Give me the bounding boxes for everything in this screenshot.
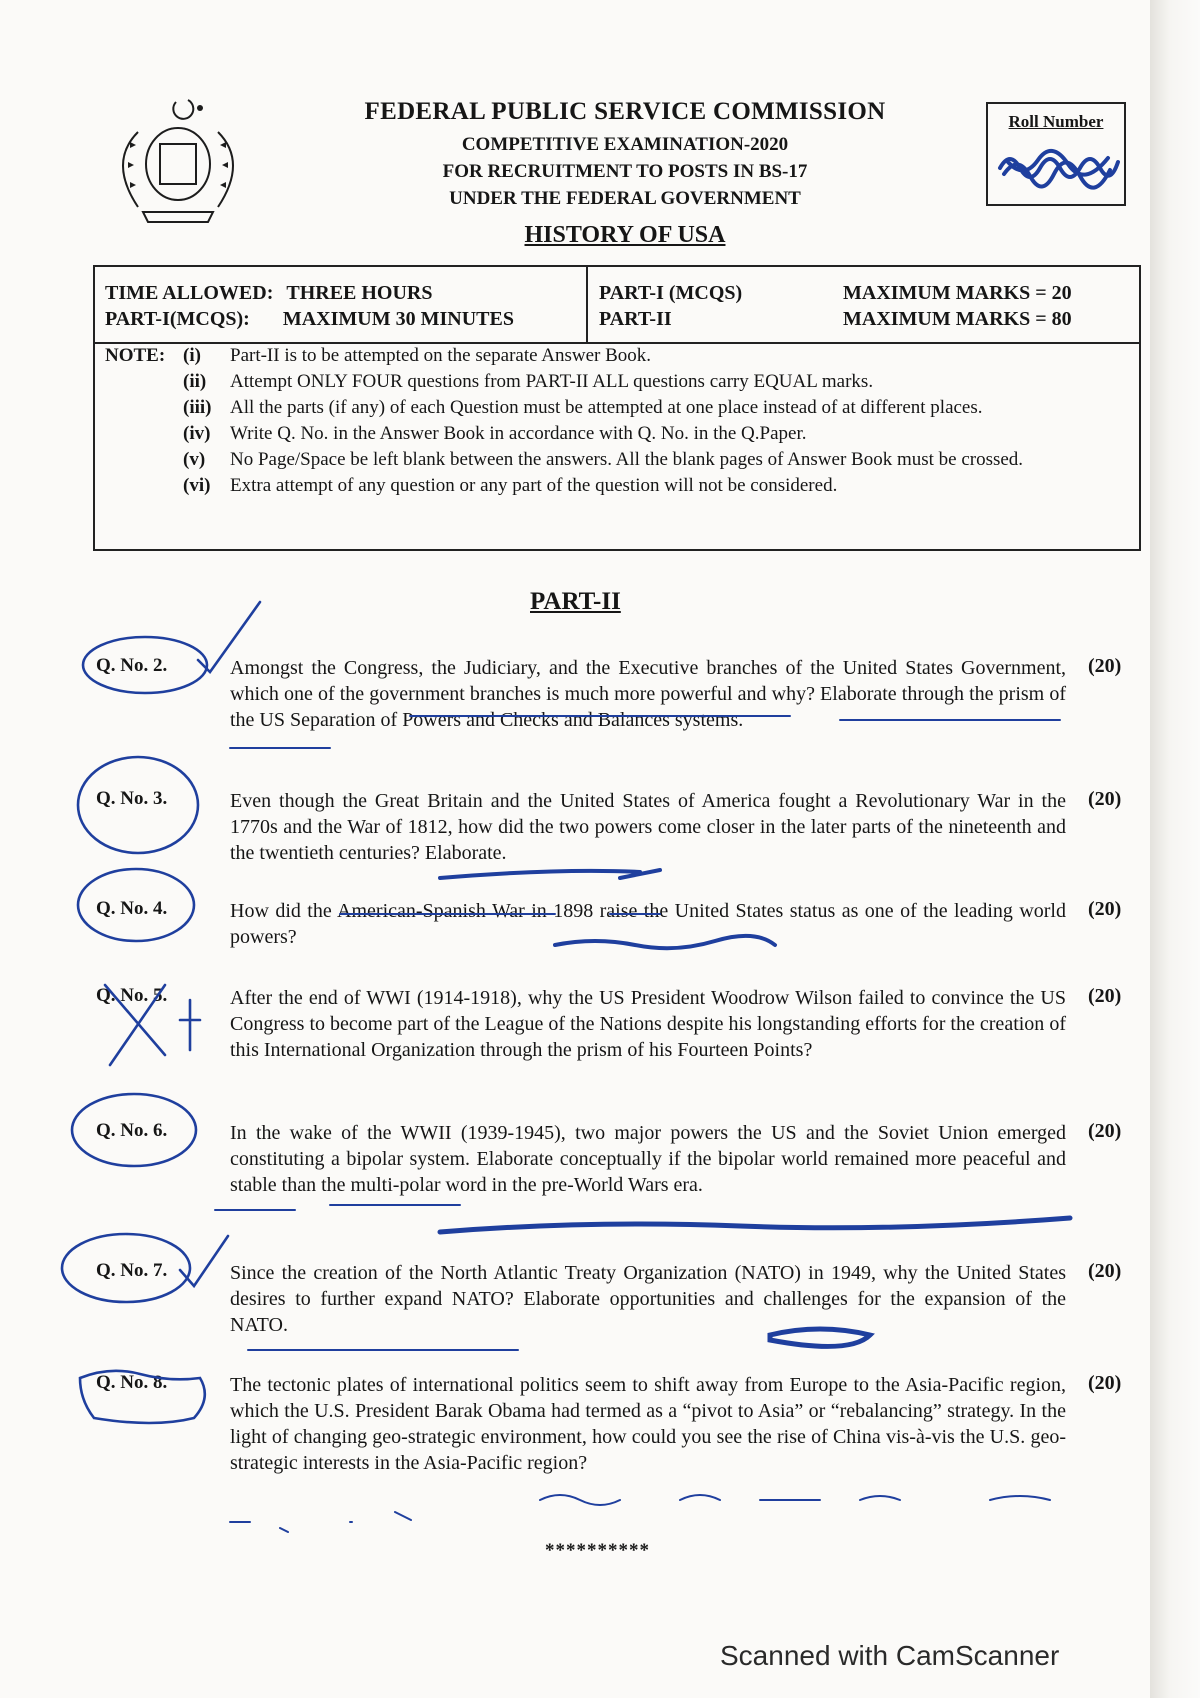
question-text: How did the American-Spanish War in 1898 raise the United States status as one of the leading world powers? [230,900,1066,948]
part2-marks: MAXIMUM MARKS = 80 [843,308,1072,330]
camscanner-watermark: Scanned with CamScanner [720,1640,1060,1671]
question-label: Q. No. 2. [96,655,168,676]
question-text: After the end of WWI (1914-1918), why the US President Woodrow Wilson failed to convince the US Congress to become part of the League of the Nations despite his longstanding efforts for the creation of this International Organization through the prism of his Fourteen Points? [230,987,1066,1061]
question-marks: (20) [1088,1372,1122,1394]
note-item [105,473,1135,499]
roll-number-box [986,102,1126,206]
question-marks: (20) [1088,1260,1122,1282]
time-allowed-row [105,280,433,306]
note-number: (vi) [183,475,211,496]
exam-title-line: COMPETITIVE EXAMINATION-2020 [461,134,789,155]
recruitment-line: FOR RECRUITMENT TO POSTS IN BS-17 [442,161,808,182]
part1-column-label: PART-I (MCQS) [599,282,743,304]
question-text: In the wake of the WWII (1939-1945), two major powers the US and the Soviet Union emerged constituting a bipolar system. Elaborate conceptually if the bipolar world remained more peaceful and stable than the multi-polar word in the pre-World Wars era. [230,1122,1066,1196]
question-label: Q. No. 7. [96,1260,168,1281]
note-number: (v) [183,449,206,470]
scan-edge-shadow [1150,0,1200,1698]
note-item [105,421,1135,447]
note-item [105,395,1135,421]
notes-section [105,343,1135,499]
question-label: Q. No. 6. [96,1120,168,1141]
exam-info-table [93,265,1141,551]
question-label: Q. No. 4. [96,898,168,919]
note-text: Write Q. No. in the Answer Book in accordance with Q. No. in the Q.Paper. [230,423,807,444]
question-marks: (20) [1088,898,1122,920]
question-label: Q. No. 3. [96,788,168,809]
roll-number-label: Roll Number [1008,112,1104,131]
question-marks: (20) [1088,655,1122,677]
part1-marks: MAXIMUM MARKS = 20 [843,282,1072,304]
exam-header [330,98,920,212]
note-text: Part-II is to be attempted on the separate Answer Book. [230,345,652,366]
question-text: Amongst the Congress, the Judiciary, and the Executive branches of the United States Government, which one of the government branches is much more powerful and why? Elaborate through the prism of the US Separation of Powers and Checks and Balances systems. [230,657,1066,731]
question-marks: (20) [1088,788,1122,810]
part2-column-label: PART-II [599,308,672,330]
note-number: (ii) [183,371,207,392]
subject-title: HISTORY OF USA [524,222,726,248]
time-allowed-label: TIME ALLOWED: [105,282,274,304]
government-line: UNDER THE FEDERAL GOVERNMENT [449,188,801,209]
note-text: All the parts (if any) of each Question must be attempted at one place instead of at different places. [230,397,983,418]
note-item [105,343,1135,369]
part-title: PART-II [530,588,621,615]
note-item [105,369,1135,395]
end-marker: ********** [545,1540,650,1561]
question-marks: (20) [1088,985,1122,1007]
note-item [105,447,1135,473]
government-emblem-logo [98,92,258,227]
note-number: (iv) [183,423,211,444]
question-label: Q. No. 5. [96,985,168,1006]
roll-number-scribble [996,138,1120,198]
note-number: (i) [183,345,201,366]
note-text: No Page/Space be left blank between the answers. All the blank pages of Answer Book must be crossed. [230,449,1024,470]
question-text: Even though the Great Britain and the United States of America fought a Revolutionary War in the 1770s and the War of 1812, how did the two powers come closer in the later parts of the nineteenth and the twentieth centuries? Elaborate. [230,790,1066,864]
note-text: Attempt ONLY FOUR questions from PART-II ALL questions carry EQUAL marks. [230,371,874,392]
info-divider-vertical [586,267,588,342]
question-marks: (20) [1088,1120,1122,1142]
note-number: (iii) [183,397,212,418]
question-label: Q. No. 8. [96,1372,168,1393]
mcq-time-label: PART-I(MCQS): [105,308,250,330]
time-allowed-value: THREE HOURS [286,282,433,304]
mcq-time-row [105,306,514,332]
question-text: The tectonic plates of international politics seem to shift away from Europe to the Asia-Pacific region, which the U.S. President Barak Obama had termed as a “pivot to Asia” or “rebalancing” strategy. In the light of changing geo-strategic environment, how could you see the rise of China vis-à-vis the U.S. geo-strategic interests in the Asia-Pacific region? [230,1374,1066,1474]
organization-name: FEDERAL PUBLIC SERVICE COMMISSION [364,98,886,125]
note-text: Extra attempt of any question or any part of the question will not be considered. [230,475,838,496]
note-heading: NOTE: [105,345,166,366]
mcq-time-value: MAXIMUM 30 MINUTES [282,308,514,330]
question-text: Since the creation of the North Atlantic Treaty Organization (NATO) in 1949, why the United States desires to further expand NATO? Elaborate opportunities and challenges for the expansion of the NATO. [230,1262,1066,1336]
